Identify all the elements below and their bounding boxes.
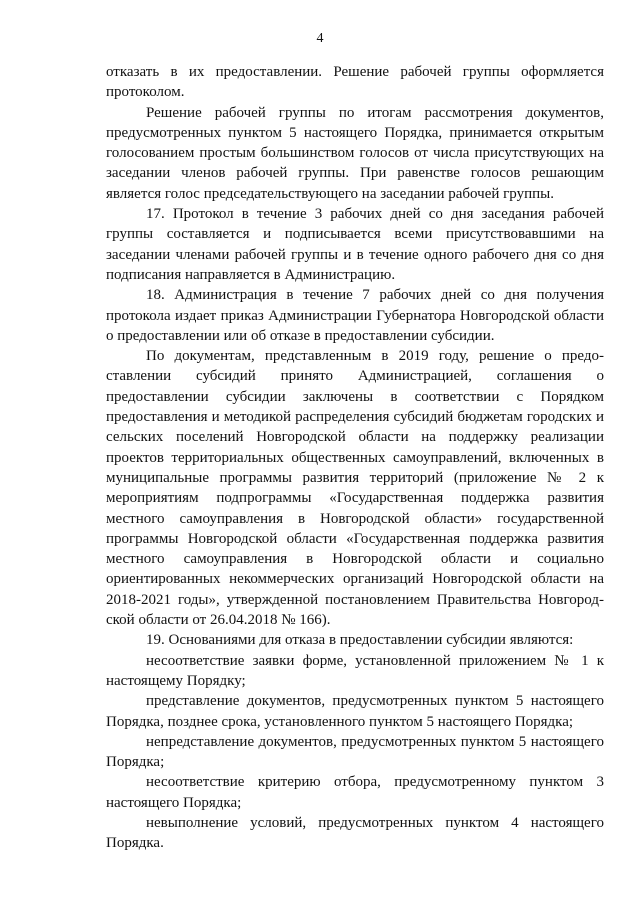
document-body [106,62,604,854]
paragraph-continuation: отказать в их предоставлении. Решение рабочей группы оформляется протоколом. [106,64,604,101]
refusal-reason-3: непредставление документов, предусмотренных пунктом 5 настоящего Порядка; [106,733,604,771]
paragraph-item-19: 19. Основаниями для отказа в предоставлении субсидии являются: [146,632,574,649]
paragraph-item-17: 17. Протокол в течение 3 рабочих дней со дня заседания рабочей группы составляется и подписывается всеми присутствовавшими на заседании членами рабочей группы и в течение одного рабочего дня со дня подписания направляется в Администрацию. [106,206,604,283]
page-number: 4 [316,31,324,46]
refusal-reason-1: несоответствие заявки форме, установленной приложением № 1 к настоящему Порядку; [106,652,604,689]
refusal-reason-4: несоответствие критерию отбора, предусмотренному пунктом 3 настоящего Порядка; [106,774,604,811]
paragraph-2019-documents: По документам, представленным в 2019 году, решение о предоставлении субсидий принято Администрацией, соглашения о предоставлении субсидии заключены в соответствии с Порядком предоставления и методикой распределения субсидий бюджетам городских и сельских поселений Новгородской области на поддержку реализации проектов территориальных общественных самоуправлений, включенных в муниципальные программы развития территорий (приложение № 2 к мероприятиям подпрограммы «Государственная поддержка развития местного самоуправления в Новгородской области» государственной программы Новгородской области «Государственная поддержка развития местного самоуправления в Новгородской области и социально ориентированных некоммерческих организаций Новгородской области на 2018-2021 годы», утвержденной постановлением Правительства Новгородской области от 26.04.2018 № 166). [106,348,604,629]
paragraph-voting-rules: Решение рабочей группы по итогам рассмотрения документов, предусмотренных пунктом 5 настоящего Порядка, принимается открытым голосованием простым большинством голосов от числа присутствующих на заседании членов рабочей группы. При равенстве голосов решающим является голос председательствующего на заседании рабочей группы. [106,104,604,202]
paragraph-item-18: 18. Администрация в течение 7 рабочих дней со дня получения протокола издает приказ Администрации Губернатора Новгородской области о предоставлении или об отказе в предоставлении субсидии. [106,287,604,344]
refusal-reason-5: невыполнение условий, предусмотренных пунктом 4 настоящего Порядка. [106,814,604,852]
refusal-reason-2: представление документов, предусмотренных пунктом 5 настоящего Порядка, позднее срока, установленного пунктом 5 настоящего Порядка; [106,693,604,730]
